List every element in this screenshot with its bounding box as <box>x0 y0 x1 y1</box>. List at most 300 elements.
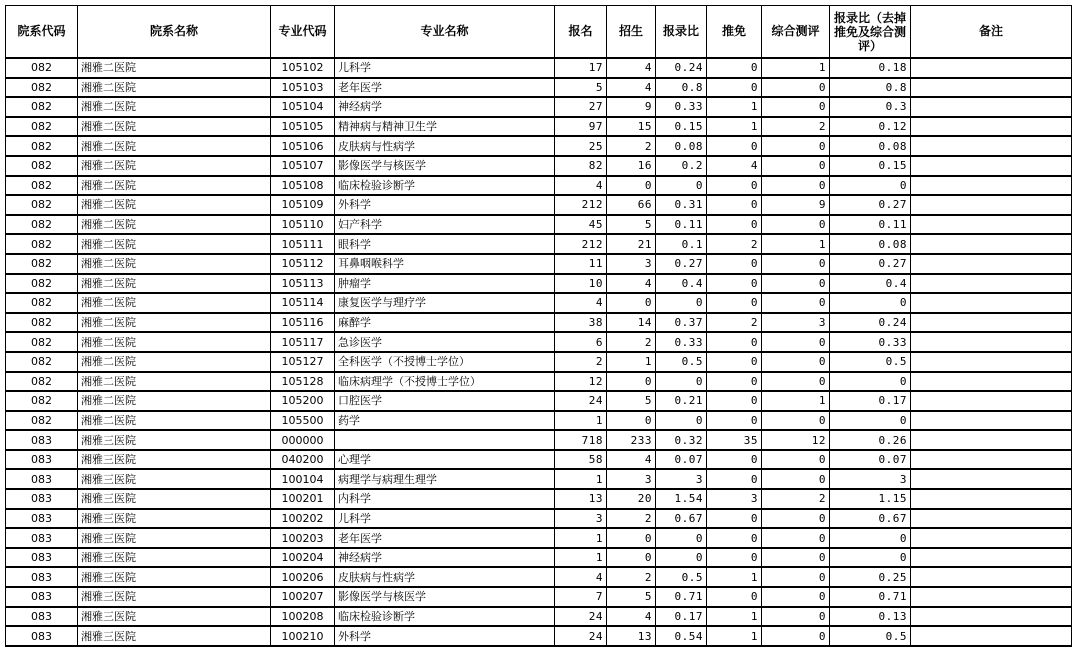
header-row <box>6 6 1072 59</box>
cell-adjusted-ratio: 0 <box>830 372 911 392</box>
cell-admitted: 0 <box>607 293 656 313</box>
cell-adjusted-ratio: 0.07 <box>830 450 911 470</box>
cell-dept-name: 湘雅三医院 <box>78 489 271 509</box>
cell-adjusted-ratio: 0.5 <box>830 352 911 372</box>
table-row <box>6 352 1072 372</box>
cell-remarks <box>911 274 1072 294</box>
cell-dept-code: 082 <box>6 372 78 392</box>
cell-applicants: 1 <box>555 528 607 548</box>
cell-admitted: 2 <box>607 332 656 352</box>
cell-dept-name: 湘雅二医院 <box>78 352 271 372</box>
cell-comprehensive-eval: 0 <box>762 587 830 607</box>
cell-dept-name: 湘雅二医院 <box>78 293 271 313</box>
cell-remarks <box>911 78 1072 98</box>
header-adjusted-ratio: 报录比（去掉推免及综合测评） <box>830 6 911 59</box>
cell-dept-code: 082 <box>6 136 78 156</box>
cell-ratio: 0.17 <box>656 607 707 627</box>
cell-recommended: 0 <box>707 136 762 156</box>
cell-admitted: 14 <box>607 313 656 333</box>
cell-ratio: 0.24 <box>656 58 707 78</box>
cell-remarks <box>911 411 1072 431</box>
cell-dept-code: 083 <box>6 489 78 509</box>
cell-dept-name: 湘雅二医院 <box>78 215 271 235</box>
cell-dept-name: 湘雅三医院 <box>78 587 271 607</box>
cell-dept-code: 082 <box>6 215 78 235</box>
cell-comprehensive-eval: 0 <box>762 254 830 274</box>
cell-major-name: 神经病学 <box>335 97 555 117</box>
cell-ratio: 0.2 <box>656 156 707 176</box>
cell-adjusted-ratio: 0.15 <box>830 156 911 176</box>
cell-dept-name: 湘雅二医院 <box>78 195 271 215</box>
cell-recommended: 0 <box>707 509 762 529</box>
cell-remarks <box>911 528 1072 548</box>
cell-dept-name: 湘雅二医院 <box>78 274 271 294</box>
cell-dept-code: 082 <box>6 391 78 411</box>
cell-ratio: 1.54 <box>656 489 707 509</box>
cell-adjusted-ratio: 0.67 <box>830 509 911 529</box>
cell-comprehensive-eval: 0 <box>762 469 830 489</box>
cell-major-code: 105110 <box>271 215 335 235</box>
cell-ratio: 0.15 <box>656 117 707 137</box>
cell-adjusted-ratio: 0 <box>830 293 911 313</box>
cell-applicants: 1 <box>555 469 607 489</box>
cell-comprehensive-eval: 1 <box>762 58 830 78</box>
cell-major-name: 临床病理学（不授博士学位） <box>335 372 555 392</box>
cell-dept-code: 082 <box>6 332 78 352</box>
cell-major-code: 105111 <box>271 234 335 254</box>
cell-major-code: 100203 <box>271 528 335 548</box>
cell-dept-name: 湘雅三医院 <box>78 607 271 627</box>
cell-admitted: 16 <box>607 156 656 176</box>
cell-dept-name: 湘雅二医院 <box>78 58 271 78</box>
cell-ratio: 0.31 <box>656 195 707 215</box>
cell-remarks <box>911 587 1072 607</box>
table-row <box>6 176 1072 196</box>
cell-recommended: 2 <box>707 234 762 254</box>
table-row <box>6 117 1072 137</box>
cell-major-code: 040200 <box>271 450 335 470</box>
cell-ratio: 0.33 <box>656 97 707 117</box>
cell-major-name: 病理学与病理生理学 <box>335 469 555 489</box>
cell-dept-code: 083 <box>6 587 78 607</box>
header-recommended: 推免 <box>707 6 762 59</box>
table-row <box>6 411 1072 431</box>
cell-admitted: 2 <box>607 567 656 587</box>
cell-admitted: 5 <box>607 391 656 411</box>
cell-major-code: 000000 <box>271 430 335 450</box>
cell-adjusted-ratio: 0.33 <box>830 332 911 352</box>
cell-ratio: 0.5 <box>656 567 707 587</box>
cell-admitted: 5 <box>607 587 656 607</box>
cell-major-code: 100207 <box>271 587 335 607</box>
cell-admitted: 3 <box>607 469 656 489</box>
cell-adjusted-ratio: 0.08 <box>830 234 911 254</box>
cell-adjusted-ratio: 0.4 <box>830 274 911 294</box>
cell-admitted: 0 <box>607 176 656 196</box>
cell-adjusted-ratio: 0.26 <box>830 430 911 450</box>
table-row <box>6 293 1072 313</box>
cell-applicants: 13 <box>555 489 607 509</box>
cell-dept-code: 082 <box>6 274 78 294</box>
cell-comprehensive-eval: 0 <box>762 274 830 294</box>
cell-dept-name: 湘雅三医院 <box>78 626 271 646</box>
cell-applicants: 24 <box>555 626 607 646</box>
table-row <box>6 136 1072 156</box>
cell-dept-code: 083 <box>6 607 78 627</box>
cell-major-name: 内科学 <box>335 489 555 509</box>
cell-applicants: 212 <box>555 195 607 215</box>
cell-major-name: 麻醉学 <box>335 313 555 333</box>
cell-dept-code: 082 <box>6 411 78 431</box>
cell-ratio: 0.5 <box>656 352 707 372</box>
cell-comprehensive-eval: 0 <box>762 293 830 313</box>
cell-adjusted-ratio: 3 <box>830 469 911 489</box>
cell-major-name: 肿瘤学 <box>335 274 555 294</box>
header-comprehensive-eval: 综合测评 <box>762 6 830 59</box>
cell-major-code: 105128 <box>271 372 335 392</box>
cell-recommended: 4 <box>707 156 762 176</box>
cell-admitted: 0 <box>607 411 656 431</box>
cell-comprehensive-eval: 0 <box>762 607 830 627</box>
cell-remarks <box>911 372 1072 392</box>
cell-admitted: 3 <box>607 254 656 274</box>
cell-major-name <box>335 430 555 450</box>
cell-comprehensive-eval: 12 <box>762 430 830 450</box>
header-major-name: 专业名称 <box>335 6 555 59</box>
cell-major-name: 儿科学 <box>335 509 555 529</box>
cell-comprehensive-eval: 0 <box>762 78 830 98</box>
table-row <box>6 332 1072 352</box>
cell-adjusted-ratio: 0.18 <box>830 58 911 78</box>
cell-applicants: 97 <box>555 117 607 137</box>
table-row <box>6 391 1072 411</box>
cell-adjusted-ratio: 0.27 <box>830 254 911 274</box>
cell-dept-name: 湘雅二医院 <box>78 391 271 411</box>
cell-recommended: 0 <box>707 411 762 431</box>
cell-remarks <box>911 97 1072 117</box>
cell-adjusted-ratio: 0 <box>830 548 911 568</box>
cell-remarks <box>911 391 1072 411</box>
cell-admitted: 13 <box>607 626 656 646</box>
cell-recommended: 0 <box>707 548 762 568</box>
cell-dept-code: 083 <box>6 509 78 529</box>
cell-applicants: 82 <box>555 156 607 176</box>
cell-recommended: 0 <box>707 587 762 607</box>
cell-remarks <box>911 215 1072 235</box>
cell-recommended: 3 <box>707 489 762 509</box>
cell-admitted: 5 <box>607 215 656 235</box>
cell-major-name: 妇产科学 <box>335 215 555 235</box>
cell-remarks <box>911 626 1072 646</box>
header-dept-name: 院系名称 <box>78 6 271 59</box>
cell-major-name: 皮肤病与性病学 <box>335 567 555 587</box>
cell-ratio: 0.54 <box>656 626 707 646</box>
header-remarks: 备注 <box>911 6 1072 59</box>
cell-dept-name: 湘雅二医院 <box>78 411 271 431</box>
cell-applicants: 10 <box>555 274 607 294</box>
cell-major-code: 105200 <box>271 391 335 411</box>
cell-major-code: 105104 <box>271 97 335 117</box>
header-major-code: 专业代码 <box>271 6 335 59</box>
cell-ratio: 0.71 <box>656 587 707 607</box>
cell-applicants: 212 <box>555 234 607 254</box>
cell-major-code: 100104 <box>271 469 335 489</box>
cell-adjusted-ratio: 0.13 <box>830 607 911 627</box>
cell-remarks <box>911 117 1072 137</box>
cell-remarks <box>911 176 1072 196</box>
cell-comprehensive-eval: 0 <box>762 548 830 568</box>
cell-recommended: 0 <box>707 372 762 392</box>
cell-comprehensive-eval: 0 <box>762 332 830 352</box>
cell-recommended: 1 <box>707 567 762 587</box>
cell-remarks <box>911 234 1072 254</box>
cell-major-code: 100206 <box>271 567 335 587</box>
cell-major-name: 耳鼻咽喉科学 <box>335 254 555 274</box>
cell-recommended: 35 <box>707 430 762 450</box>
cell-dept-code: 082 <box>6 58 78 78</box>
cell-major-name: 外科学 <box>335 626 555 646</box>
cell-dept-name: 湘雅三医院 <box>78 509 271 529</box>
cell-remarks <box>911 469 1072 489</box>
cell-major-name: 神经病学 <box>335 548 555 568</box>
cell-comprehensive-eval: 0 <box>762 509 830 529</box>
cell-applicants: 27 <box>555 97 607 117</box>
cell-applicants: 58 <box>555 450 607 470</box>
cell-applicants: 45 <box>555 215 607 235</box>
table-row <box>6 489 1072 509</box>
table-row <box>6 156 1072 176</box>
cell-recommended: 0 <box>707 274 762 294</box>
cell-dept-name: 湘雅二医院 <box>78 156 271 176</box>
cell-applicants: 11 <box>555 254 607 274</box>
cell-recommended: 0 <box>707 215 762 235</box>
cell-major-code: 105102 <box>271 58 335 78</box>
cell-adjusted-ratio: 0.25 <box>830 567 911 587</box>
cell-comprehensive-eval: 0 <box>762 626 830 646</box>
header-applicants: 报名 <box>555 6 607 59</box>
cell-applicants: 17 <box>555 58 607 78</box>
cell-admitted: 4 <box>607 607 656 627</box>
cell-admitted: 4 <box>607 274 656 294</box>
table-row <box>6 215 1072 235</box>
cell-dept-name: 湘雅三医院 <box>78 528 271 548</box>
admission-ratio-table <box>5 5 1072 647</box>
cell-dept-code: 082 <box>6 254 78 274</box>
cell-major-code: 105107 <box>271 156 335 176</box>
cell-ratio: 0.4 <box>656 274 707 294</box>
cell-ratio: 0.37 <box>656 313 707 333</box>
cell-major-name: 全科医学（不授博士学位） <box>335 352 555 372</box>
header-dept-code: 院系代码 <box>6 6 78 59</box>
cell-major-name: 眼科学 <box>335 234 555 254</box>
cell-ratio: 0.67 <box>656 509 707 529</box>
cell-comprehensive-eval: 0 <box>762 176 830 196</box>
cell-ratio: 0 <box>656 548 707 568</box>
table-row <box>6 528 1072 548</box>
cell-ratio: 0 <box>656 293 707 313</box>
cell-remarks <box>911 156 1072 176</box>
table-row <box>6 97 1072 117</box>
cell-applicants: 12 <box>555 372 607 392</box>
table-row <box>6 78 1072 98</box>
cell-dept-name: 湘雅二医院 <box>78 78 271 98</box>
cell-admitted: 9 <box>607 97 656 117</box>
cell-major-name: 影像医学与核医学 <box>335 156 555 176</box>
cell-major-name: 药学 <box>335 411 555 431</box>
cell-major-code: 105105 <box>271 117 335 137</box>
cell-ratio: 0.27 <box>656 254 707 274</box>
cell-ratio: 3 <box>656 469 707 489</box>
cell-dept-name: 湘雅三医院 <box>78 469 271 489</box>
cell-dept-code: 082 <box>6 195 78 215</box>
cell-recommended: 0 <box>707 78 762 98</box>
cell-recommended: 0 <box>707 450 762 470</box>
table-row <box>6 567 1072 587</box>
cell-adjusted-ratio: 0 <box>830 528 911 548</box>
cell-admitted: 0 <box>607 372 656 392</box>
cell-ratio: 0.11 <box>656 215 707 235</box>
cell-applicants: 6 <box>555 332 607 352</box>
cell-applicants: 3 <box>555 509 607 529</box>
cell-admitted: 21 <box>607 234 656 254</box>
cell-dept-code: 083 <box>6 450 78 470</box>
cell-remarks <box>911 489 1072 509</box>
cell-applicants: 5 <box>555 78 607 98</box>
cell-adjusted-ratio: 0.5 <box>830 626 911 646</box>
cell-ratio: 0.07 <box>656 450 707 470</box>
cell-major-code: 105109 <box>271 195 335 215</box>
cell-remarks <box>911 567 1072 587</box>
cell-admitted: 2 <box>607 509 656 529</box>
cell-adjusted-ratio: 0.12 <box>830 117 911 137</box>
cell-ratio: 0.21 <box>656 391 707 411</box>
cell-remarks <box>911 195 1072 215</box>
cell-dept-code: 083 <box>6 626 78 646</box>
cell-major-code: 105108 <box>271 176 335 196</box>
header-ratio: 报录比 <box>656 6 707 59</box>
table-row <box>6 626 1072 646</box>
cell-major-name: 急诊医学 <box>335 332 555 352</box>
cell-dept-code: 082 <box>6 352 78 372</box>
cell-comprehensive-eval: 0 <box>762 136 830 156</box>
table-row <box>6 587 1072 607</box>
cell-ratio: 0 <box>656 176 707 196</box>
cell-ratio: 0.08 <box>656 136 707 156</box>
cell-applicants: 1 <box>555 411 607 431</box>
cell-remarks <box>911 254 1072 274</box>
cell-adjusted-ratio: 0.8 <box>830 78 911 98</box>
cell-adjusted-ratio: 0.17 <box>830 391 911 411</box>
cell-ratio: 0 <box>656 528 707 548</box>
cell-recommended: 2 <box>707 313 762 333</box>
cell-comprehensive-eval: 0 <box>762 411 830 431</box>
cell-major-name: 外科学 <box>335 195 555 215</box>
table-row <box>6 430 1072 450</box>
cell-remarks <box>911 136 1072 156</box>
cell-adjusted-ratio: 0 <box>830 411 911 431</box>
cell-comprehensive-eval: 0 <box>762 215 830 235</box>
cell-major-code: 105112 <box>271 254 335 274</box>
cell-ratio: 0.1 <box>656 234 707 254</box>
cell-dept-name: 湘雅二医院 <box>78 97 271 117</box>
cell-ratio: 0.32 <box>656 430 707 450</box>
cell-applicants: 25 <box>555 136 607 156</box>
cell-major-name: 精神病与精神卫生学 <box>335 117 555 137</box>
cell-remarks <box>911 430 1072 450</box>
cell-recommended: 0 <box>707 176 762 196</box>
cell-dept-code: 082 <box>6 78 78 98</box>
cell-comprehensive-eval: 0 <box>762 352 830 372</box>
cell-major-code: 105106 <box>271 136 335 156</box>
cell-ratio: 0.33 <box>656 332 707 352</box>
cell-major-name: 心理学 <box>335 450 555 470</box>
cell-admitted: 66 <box>607 195 656 215</box>
cell-recommended: 0 <box>707 293 762 313</box>
cell-dept-code: 083 <box>6 548 78 568</box>
cell-admitted: 4 <box>607 58 656 78</box>
cell-major-name: 临床检验诊断学 <box>335 176 555 196</box>
cell-dept-name: 湘雅三医院 <box>78 430 271 450</box>
cell-admitted: 0 <box>607 528 656 548</box>
cell-dept-name: 湘雅二医院 <box>78 372 271 392</box>
cell-comprehensive-eval: 0 <box>762 450 830 470</box>
cell-major-code: 105113 <box>271 274 335 294</box>
cell-remarks <box>911 352 1072 372</box>
cell-dept-name: 湘雅二医院 <box>78 332 271 352</box>
table-body <box>6 58 1072 646</box>
cell-dept-name: 湘雅二医院 <box>78 176 271 196</box>
cell-recommended: 0 <box>707 528 762 548</box>
cell-comprehensive-eval: 0 <box>762 528 830 548</box>
cell-adjusted-ratio: 0.71 <box>830 587 911 607</box>
cell-comprehensive-eval: 3 <box>762 313 830 333</box>
cell-ratio: 0.8 <box>656 78 707 98</box>
cell-remarks <box>911 450 1072 470</box>
cell-dept-code: 082 <box>6 117 78 137</box>
cell-major-name: 皮肤病与性病学 <box>335 136 555 156</box>
cell-adjusted-ratio: 1.15 <box>830 489 911 509</box>
cell-dept-name: 湘雅三医院 <box>78 450 271 470</box>
cell-major-code: 105103 <box>271 78 335 98</box>
table-row <box>6 254 1072 274</box>
cell-recommended: 0 <box>707 332 762 352</box>
cell-remarks <box>911 293 1072 313</box>
cell-dept-name: 湘雅二医院 <box>78 136 271 156</box>
cell-comprehensive-eval: 2 <box>762 117 830 137</box>
cell-applicants: 718 <box>555 430 607 450</box>
cell-remarks <box>911 332 1072 352</box>
cell-recommended: 0 <box>707 352 762 372</box>
cell-admitted: 0 <box>607 548 656 568</box>
cell-applicants: 1 <box>555 548 607 568</box>
cell-adjusted-ratio: 0.08 <box>830 136 911 156</box>
cell-comprehensive-eval: 2 <box>762 489 830 509</box>
cell-major-name: 影像医学与核医学 <box>335 587 555 607</box>
table-row <box>6 372 1072 392</box>
header-admitted: 招生 <box>607 6 656 59</box>
cell-major-name: 老年医学 <box>335 78 555 98</box>
cell-adjusted-ratio: 0.24 <box>830 313 911 333</box>
cell-admitted: 15 <box>607 117 656 137</box>
cell-admitted: 4 <box>607 450 656 470</box>
cell-applicants: 4 <box>555 176 607 196</box>
cell-adjusted-ratio: 0.11 <box>830 215 911 235</box>
cell-major-code: 105127 <box>271 352 335 372</box>
cell-major-name: 康复医学与理疗学 <box>335 293 555 313</box>
cell-applicants: 4 <box>555 567 607 587</box>
cell-applicants: 2 <box>555 352 607 372</box>
cell-dept-name: 湘雅二医院 <box>78 234 271 254</box>
